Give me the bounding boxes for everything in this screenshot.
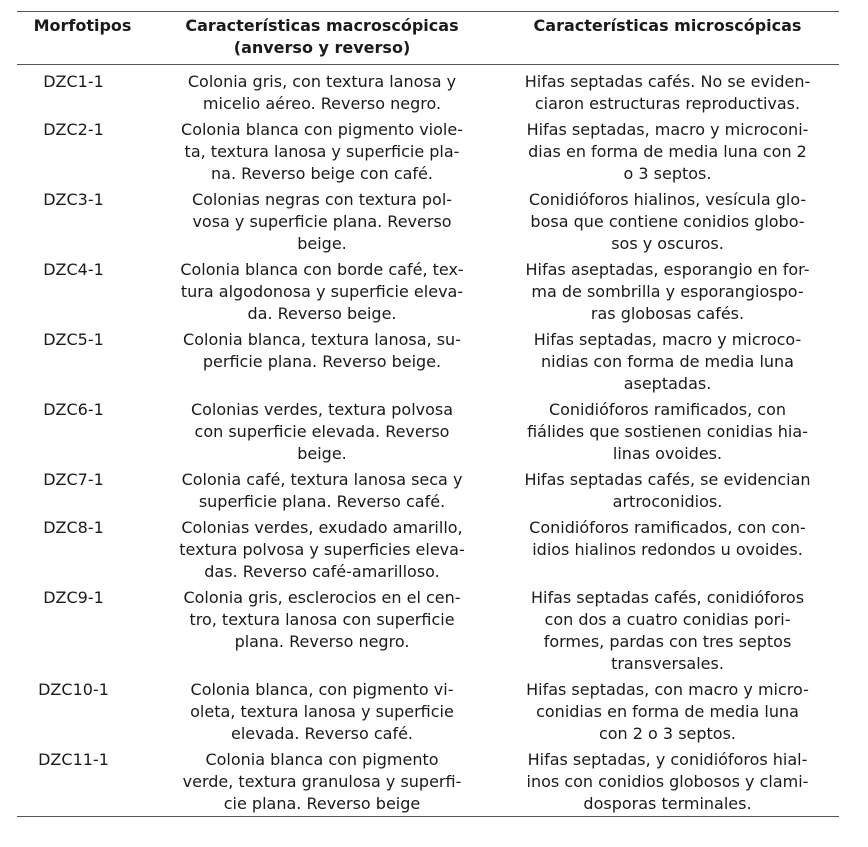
microscopic-cell [496,398,839,468]
morphotype-id: DZC10-1 [38,680,109,699]
macroscopic-line: na. Reverso beige con café. [211,164,433,183]
microscopic-line: Conidióforos hialinos, vesícula glo- [528,190,807,209]
macroscopic-line: beige. [297,444,347,463]
microscopic-cell [496,65,839,119]
macroscopic-cell [148,258,496,328]
header-microscopic: Características microscópicas [533,16,802,35]
microscopic-line: o 3 septos. [623,164,712,183]
table-row [17,678,839,748]
microscopic-line: ras globosas cafés. [590,304,745,323]
macroscopic-line: verde, textura granulosa y superfi- [182,772,462,791]
microscopic-line: Hifas septadas, macro y microco- [533,330,802,349]
morphotypes-table [17,11,839,817]
microscopic-line: Hifas septadas cafés, se evidencian [524,470,811,489]
macroscopic-cell [148,748,496,817]
morphotype-id: DZC6-1 [43,400,104,419]
morphotype-id: DZC11-1 [38,750,109,769]
macroscopic-line: Colonia gris, con textura lanosa y [187,72,457,91]
microscopic-line: sos y oscuros. [611,234,724,253]
macroscopic-line: vosa y superficie plana. Reverso [192,212,452,231]
macroscopic-cell [148,468,496,516]
macroscopic-line: plana. Reverso negro. [234,632,410,651]
microscopic-cell [496,328,839,398]
macroscopic-line: Colonia blanca con pigmento viole- [181,120,463,139]
microscopic-cell [496,678,839,748]
morphotype-id: DZC4-1 [43,260,104,279]
macroscopic-line: micelio aéreo. Reverso negro. [202,94,442,113]
macroscopic-line: Colonia blanca, textura lanosa, su- [183,330,461,349]
macroscopic-line: beige. [297,234,347,253]
microscopic-line: ciaron estructuras reproductivas. [534,94,801,113]
macroscopic-line: Colonia blanca con borde café, tex- [180,260,464,279]
table-body [17,65,839,817]
microscopic-line: Conidióforos ramificados, con con- [529,518,806,537]
header-macroscopic [148,12,496,65]
morphotype-id: DZC3-1 [43,190,104,209]
microscopic-line: Hifas septadas cafés. No se eviden- [524,72,811,91]
microscopic-cell [496,258,839,328]
macroscopic-line: Colonia café, textura lanosa seca y [181,470,463,489]
macroscopic-cell [148,328,496,398]
macroscopic-line: oleta, textura lanosa y superficie [190,702,454,721]
microscopic-line: aseptadas. [623,374,712,393]
microscopic-line: Hifas septadas, con macro y micro- [526,680,809,699]
header-macroscopic-line1: Características macroscópicas [185,16,459,35]
table-row [17,65,839,119]
macroscopic-line: Colonia gris, esclerocios en el cen- [183,588,461,607]
macroscopic-cell [148,516,496,586]
macroscopic-line: superficie plana. Reverso café. [198,492,446,511]
header-macroscopic-line2: (anverso y reverso) [233,38,411,57]
macroscopic-line: tura algodonosa y superficie eleva- [180,282,464,301]
microscopic-line: conidias en forma de media luna [536,702,799,721]
macroscopic-line: con superficie elevada. Reverso [194,422,450,441]
microscopic-line: con dos a cuatro conidias pori- [544,610,791,629]
macroscopic-line: Colonias verdes, textura polvosa [190,400,454,419]
table-row [17,516,839,586]
microscopic-line: bosa que contiene conidios globo- [530,212,805,231]
microscopic-cell [496,468,839,516]
table-row [17,468,839,516]
macroscopic-line: textura polvosa y superficies eleva- [179,540,465,559]
microscopic-cell [496,748,839,817]
macroscopic-cell [148,118,496,188]
morphotype-id: DZC7-1 [43,470,104,489]
table-row [17,188,839,258]
microscopic-line: con 2 o 3 septos. [598,724,737,743]
microscopic-line: inos con conidios globosos y clami- [526,772,809,791]
microscopic-line: formes, pardas con tres septos [543,632,792,651]
macroscopic-line: das. Reverso café-amarilloso. [204,562,440,581]
microscopic-line: Hifas septadas, macro y microconi- [526,120,809,139]
macroscopic-cell [148,586,496,678]
macroscopic-line: cie plana. Reverso beige [223,794,421,813]
table-row [17,328,839,398]
microscopic-line: dosporas terminales. [583,794,752,813]
macroscopic-line: Colonia blanca con pigmento [205,750,439,769]
table-row [17,398,839,468]
microscopic-line: Hifas aseptadas, esporangio en for- [525,260,810,279]
macroscopic-line: Colonias verdes, exudado amarillo, [181,518,463,537]
macroscopic-line: perficie plana. Reverso beige. [202,352,442,371]
macroscopic-line: da. Reverso beige. [247,304,397,323]
table-header-row [17,12,839,65]
microscopic-cell [496,188,839,258]
macroscopic-cell [148,188,496,258]
microscopic-line: linas ovoides. [612,444,723,463]
morphotype-id: DZC8-1 [43,518,104,537]
macroscopic-cell [148,65,496,119]
macroscopic-line: ta, textura lanosa y superficie pla- [184,142,460,161]
table-row [17,586,839,678]
morphotype-id: DZC1-1 [43,72,104,91]
morphotype-id: DZC5-1 [43,330,104,349]
table-row [17,258,839,328]
microscopic-line: ma de sombrilla y esporangiospo- [531,282,804,301]
microscopic-line: Hifas septadas, y conidióforos hial- [527,750,808,769]
macroscopic-line: elevada. Reverso café. [230,724,414,743]
microscopic-cell [496,516,839,586]
table-row [17,118,839,188]
macroscopic-line: Colonia blanca, con pigmento vi- [190,680,454,699]
microscopic-line: fiálides que sostienen conidias hia- [527,422,808,441]
microscopic-cell [496,118,839,188]
microscopic-line: Hifas septadas cafés, conidióforos [530,588,805,607]
microscopic-line: artroconidios. [612,492,723,511]
macroscopic-cell [148,398,496,468]
microscopic-line: nidias con forma de media luna [541,352,794,371]
microscopic-line: transversales. [611,654,724,673]
microscopic-line: dias en forma de media luna con 2 [528,142,807,161]
macroscopic-line: tro, textura lanosa con superficie [189,610,455,629]
header-morfotipos: Morfotipos [33,16,132,35]
morphotype-id: DZC2-1 [43,120,104,139]
microscopic-line: Conidióforos ramificados, con [548,400,787,419]
morphotype-id: DZC9-1 [43,588,104,607]
macroscopic-cell [148,678,496,748]
microscopic-cell [496,586,839,678]
microscopic-line: idios hialinos redondos u ovoides. [532,540,803,559]
table-row [17,748,839,817]
macroscopic-line: Colonias negras con textura pol- [191,190,453,209]
